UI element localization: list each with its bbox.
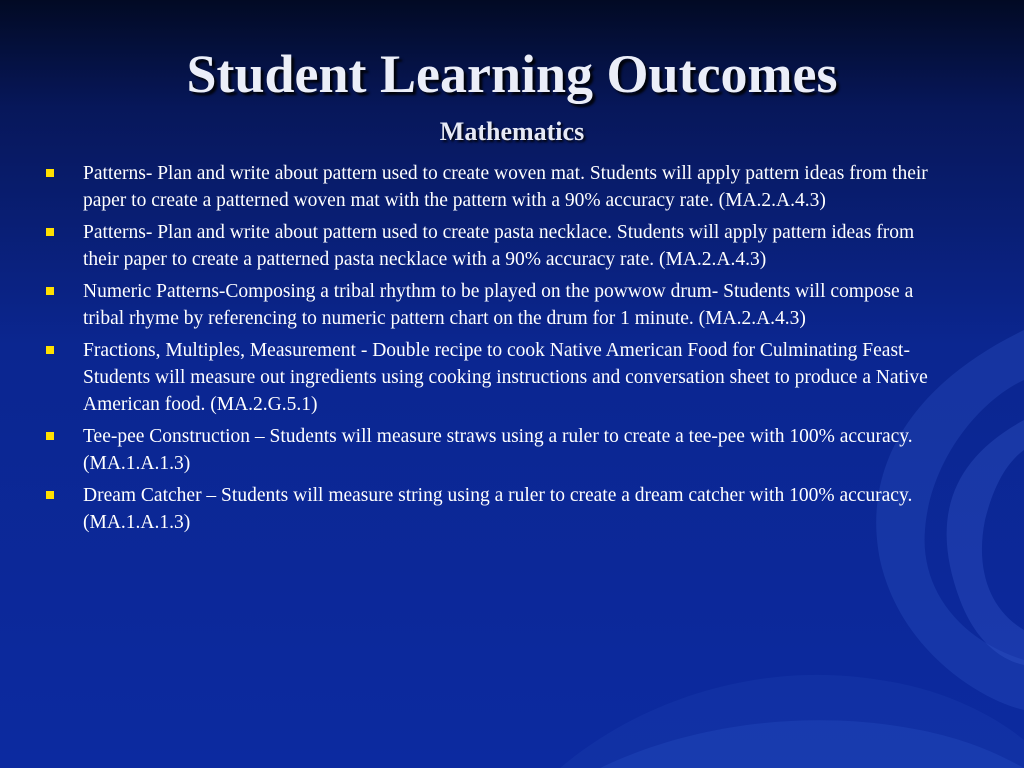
square-bullet-icon (46, 287, 54, 295)
square-bullet-icon (46, 346, 54, 354)
outcome-item (45, 482, 950, 536)
outcome-item (45, 337, 950, 418)
outcome-item (45, 278, 950, 332)
outcome-text: Patterns- Plan and write about pattern used to create pasta necklace. Students will apply pattern ideas from their paper to create a patterned pasta necklace with a 90% accuracy rate. (MA.2.A.4.3) (83, 222, 915, 270)
outcome-item (45, 219, 950, 273)
square-bullet-icon (46, 491, 54, 499)
outcomes-list (45, 160, 950, 541)
outcome-text: Dream Catcher – Students will measure string using a ruler to create a dream catcher with 100% accuracy. (MA.1.A.1.3) (83, 485, 913, 533)
square-bullet-icon (46, 169, 54, 177)
outcome-item (45, 423, 950, 477)
outcome-text: Tee-pee Construction – Students will measure straws using a ruler to create a tee-pee with 100% accuracy. (MA.1.A.1.3) (83, 426, 913, 474)
outcome-text: Numeric Patterns-Composing a tribal rhythm to be played on the powwow drum- Students will compose a tribal rhyme by referencing to numeric pattern chart on the drum for 1 minute. (MA.2.A.4.3) (83, 281, 914, 329)
slide-subtitle: Mathematics (439, 117, 585, 146)
outcome-item (45, 160, 950, 214)
square-bullet-icon (46, 432, 54, 440)
slide-title: Student Learning Outcomes (186, 44, 838, 104)
square-bullet-icon (46, 228, 54, 236)
outcome-text: Patterns- Plan and write about pattern used to create woven mat. Students will apply pattern ideas from their paper to create a patterned woven mat with the pattern with a 90% accuracy rate. (MA.2.A.4.3) (83, 163, 928, 211)
outcome-text: Fractions, Multiples, Measurement - Double recipe to cook Native American Food for Culminating Feast- Students will measure out ingredients using cooking instructions and conversation sheet to produce a Native American food. (MA.2.G.5.1) (83, 340, 928, 415)
